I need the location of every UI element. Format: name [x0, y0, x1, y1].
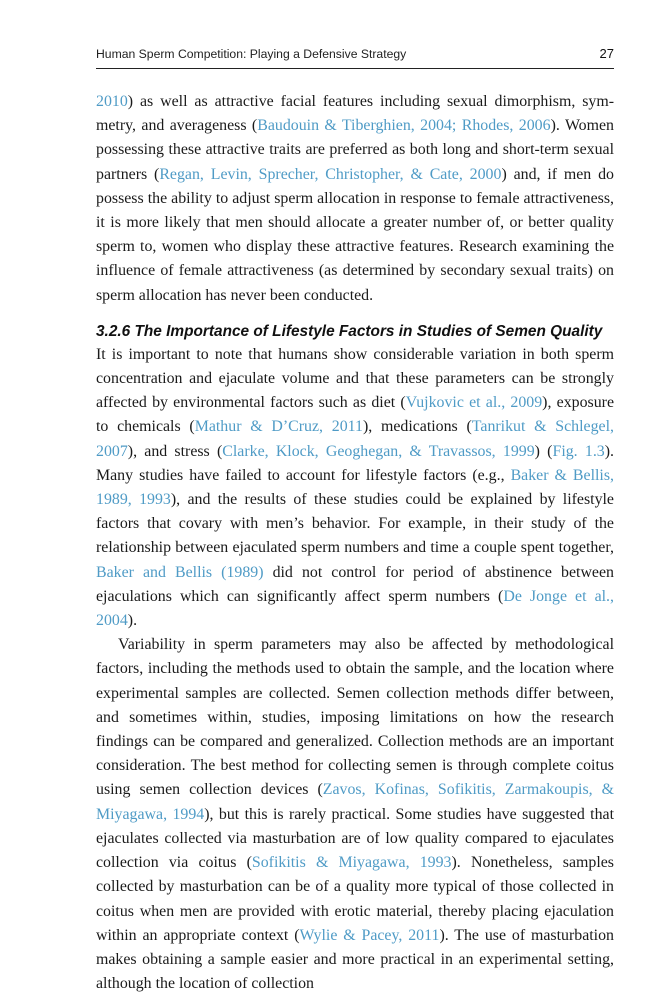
citation-link[interactable]: Tanrikut & Schlegel, 2007	[96, 418, 614, 460]
body-text: ). Women possessing these attractive traits are preferred as both long and short-term sexual partners (	[96, 117, 614, 183]
citation-link[interactable]: 2010	[96, 93, 128, 110]
citation-link[interactable]: Clarke, Klock, Geoghegan, & Travassos, 1999	[222, 442, 535, 460]
body-text: did not control for period of abstinence between ejaculations which can significantly affect sperm numbers (	[96, 563, 614, 605]
running-header	[96, 46, 614, 69]
body-text: ). The use of masturbation makes obtaining a sample easier and more practical in an experimental setting, although the location of collection	[96, 926, 614, 993]
body-text: ), exposure to chemicals (	[96, 394, 615, 436]
citation-link[interactable]: Mathur & D’Cruz, 2011	[194, 418, 363, 436]
section-heading: 3.2.6 The Importance of Lifestyle Factors in Studies of Semen Quality	[96, 322, 603, 340]
paragraph-lifestyle-factors	[96, 343, 614, 633]
body-text: It is important to note that humans show considerable variation in both sperm concentration and ejaculate volume and that these parameters can be strongly affected by environmental factors such as diet (	[96, 345, 614, 412]
citation-link[interactable]: Wylie & Pacey, 2011	[299, 926, 440, 944]
body-text: ). Nonetheless, samples collected by masturbation can be of a quality more typical of those collected in coitus when men are provided with erotic material, thereby placing ejaculation within an appropriate context (	[96, 854, 614, 944]
citation-link[interactable]: Baudouin & Tiberghien, 2004; Rhodes, 2006	[257, 117, 551, 135]
citation-link[interactable]: Baker & Bellis, 1989, 1993	[96, 466, 614, 509]
body-text: ), but this is rarely practical. Some studies have suggested that ejaculates collected via masturbation are of low quality compared to ejaculates collection via coitus (	[96, 805, 614, 872]
body-text: ) as well as attractive facial features including sexual dimorphism, symmetry, and averageness (	[96, 93, 614, 135]
body-text: ) and, if men do possess the ability to adjust sperm allocation in response to female attractiveness, it is more likely that men should allocate a greater number of, or better quality sperm to, women who display these attractive features. Research examining the influence of female attractiveness (as determined by secondary sexual traits) on sperm allocation has never been conducted.	[96, 165, 614, 304]
page-body	[96, 90, 614, 996]
body-text: ). Many studies have failed to account for lifestyle factors (e.g.,	[96, 442, 615, 484]
body-text: ) (	[534, 442, 553, 460]
citation-link[interactable]: Baker and Bellis (1989)	[96, 563, 264, 581]
page-number: 27	[599, 46, 614, 61]
paragraph-methodology	[96, 633, 614, 996]
body-text: Variability in sperm parameters may also be affected by methodological factors, including the methods used to obtain the sample, and the location where experimental samples are collected. Semen collection methods differ between, and sometimes within, studies, imposing limitations on how the research findings can be compared and generalized. Collection methods are an important consideration. The best method for collecting semen is through complete coitus using semen collection devices (	[96, 636, 614, 799]
citation-link[interactable]: Vujkovic et al., 2009	[405, 394, 543, 412]
body-text: ), medications (	[362, 418, 472, 436]
body-text: ), and the results of these studies could be explained by lifestyle factors that covary with men’s behavior. For example, in their study of the relationship between ejaculated sperm numbers and time a couple spent together,	[96, 491, 614, 557]
citation-link[interactable]: Sofikitis & Miyagawa, 1993	[251, 854, 452, 872]
body-text: ).	[127, 612, 138, 630]
citation-link[interactable]: Regan, Levin, Sprecher, Christopher, & Cate, 2000	[159, 165, 502, 183]
citation-link[interactable]: Fig. 1.3	[552, 442, 605, 460]
citation-link[interactable]: Zavos, Kofinas, Sofikitis, Zarmakoupis, & Miyagawa, 1994	[96, 781, 614, 823]
body-text: ), and stress (	[127, 442, 223, 460]
paragraph-continued	[96, 90, 614, 308]
citation-link[interactable]: De Jonge et al., 2004	[96, 587, 614, 630]
running-title: Human Sperm Competition: Playing a Defensive Strategy	[96, 47, 407, 61]
